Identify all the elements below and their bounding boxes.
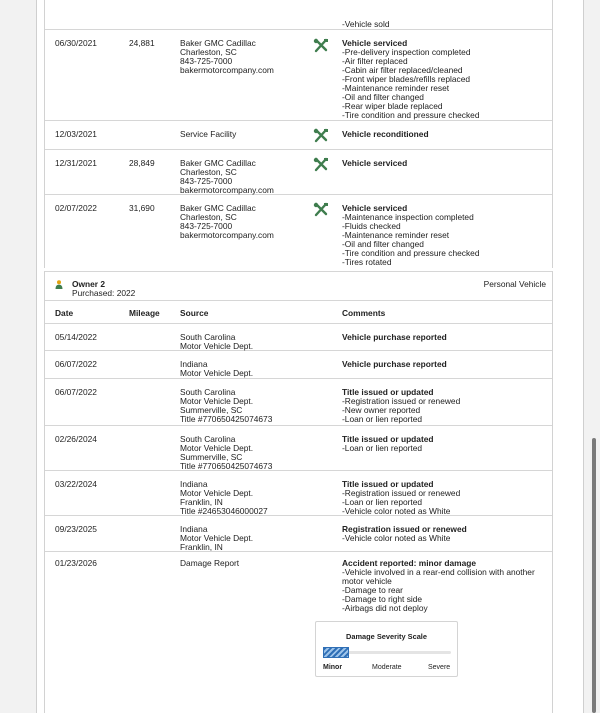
comment-title: Vehicle serviced (342, 158, 408, 168)
source-line: South Carolina (180, 332, 236, 342)
record-source: Service Facility (180, 129, 237, 139)
comment-line: -Air filter replaced (342, 56, 408, 66)
comment-line: -Maintenance reminder reset (342, 230, 450, 240)
wrench-screwdriver-icon (313, 128, 329, 144)
table-row (45, 516, 552, 552)
comment-line: -Vehicle sold (342, 19, 390, 29)
comment-line: -Airbags did not deploy (342, 603, 428, 613)
source-line: Indiana (180, 524, 208, 534)
source-line: bakermotorcompany.com (180, 230, 274, 240)
damage-severity-scale (315, 621, 458, 677)
comment-title: Vehicle purchase reported (342, 332, 447, 342)
record-source (180, 333, 253, 351)
comment-title: Title issued or updated (342, 387, 434, 397)
comment-line: -Vehicle color noted as White (342, 506, 451, 516)
comment-line: -Oil and filter changed (342, 239, 424, 249)
table-row (45, 30, 552, 121)
source-line: Motor Vehicle Dept. (180, 488, 254, 498)
source-line: 843-725-7000 (180, 176, 233, 186)
record-date: 06/07/2022 (55, 359, 97, 369)
column-header-comments: Comments (342, 308, 386, 318)
comment-line: -Rear wiper blade replaced (342, 101, 443, 111)
source-line: Indiana (180, 479, 208, 489)
table-row (45, 351, 552, 379)
source-line: Franklin, IN (180, 542, 223, 552)
source-line: South Carolina (180, 434, 236, 444)
source-line: Motor Vehicle Dept. (180, 396, 254, 406)
table-row (45, 471, 552, 516)
record-comments (342, 435, 552, 453)
severity-label-severe: Severe (428, 664, 451, 671)
comment-title: Registration issued or renewed (342, 524, 467, 534)
comment-line: -Tires rotated (342, 257, 392, 267)
comment-line: -Front wiper blades/refills replaced (342, 74, 471, 84)
record-date: 12/03/2021 (55, 129, 97, 139)
record-comments (342, 525, 552, 543)
severity-label-moderate: Moderate (372, 664, 402, 671)
comment-title: Accident reported: minor damage (342, 558, 477, 568)
source-line: 843-725-7000 (180, 56, 233, 66)
source-line: Motor Vehicle Dept. (180, 368, 254, 378)
wrench-screwdriver-icon (313, 38, 329, 54)
owner1-history-table (44, 0, 553, 268)
record-comments (342, 559, 552, 613)
table-row (45, 150, 552, 195)
severity-title: Damage Severity Scale (346, 632, 427, 641)
owner-name: Owner 2 (72, 279, 106, 289)
source-line: Indiana (180, 359, 208, 369)
record-mileage: 24,881 (129, 38, 155, 48)
wrench-screwdriver-icon (313, 157, 329, 173)
table-row (45, 324, 552, 351)
record-date: 06/30/2021 (55, 38, 97, 48)
record-source (180, 388, 272, 424)
record-comments (342, 39, 552, 120)
comment-line: -Loan or lien reported (342, 414, 423, 424)
comment-line: -Cabin air filter replaced/cleaned (342, 65, 463, 75)
record-date: 02/26/2024 (55, 434, 97, 444)
record-source (180, 204, 274, 240)
owner-purchased: Purchased: 2022 (72, 288, 136, 298)
source-line: Motor Vehicle Dept. (180, 533, 254, 543)
record-source (180, 525, 253, 552)
record-source: Damage Report (180, 558, 240, 568)
record-date: 01/23/2026 (55, 558, 97, 568)
record-source (180, 480, 268, 516)
comment-line: -Pre-delivery inspection completed (342, 47, 471, 57)
comment-title: Vehicle purchase reported (342, 359, 447, 369)
source-line: Summerville, SC (180, 405, 243, 415)
record-date: 05/14/2022 (55, 332, 97, 342)
comment-line: -Tire condition and pressure checked (342, 110, 480, 120)
person-icon (55, 280, 63, 289)
scrollbar[interactable] (592, 438, 596, 713)
comment-line: -Vehicle color noted as White (342, 533, 451, 543)
comment-line: -Vehicle involved in a rear-end collision with another (342, 567, 535, 577)
comment-line: -Maintenance inspection completed (342, 212, 474, 222)
source-line: Title #770650425074673 (180, 414, 273, 424)
source-line: bakermotorcompany.com (180, 65, 274, 75)
source-line: Title #770650425074673 (180, 461, 273, 471)
comment-line: -Damage to right side (342, 594, 423, 604)
comment-line: -Oil and filter changed (342, 92, 424, 102)
comment-line: -Registration issued or renewed (342, 488, 461, 498)
comment-title: Title issued or updated (342, 479, 434, 489)
record-comments (342, 204, 552, 267)
table-row (45, 195, 552, 268)
table-row (45, 426, 552, 471)
record-comments (342, 480, 552, 516)
source-line: Charleston, SC (180, 47, 237, 57)
comment-line: -Maintenance reminder reset (342, 83, 450, 93)
record-mileage: 28,849 (129, 158, 155, 168)
source-line: Baker GMC Cadillac (180, 38, 256, 48)
table-row (45, 121, 552, 150)
record-date: 12/31/2021 (55, 158, 97, 168)
record-source (180, 39, 274, 75)
comment-title: Vehicle serviced (342, 38, 408, 48)
source-line: 843-725-7000 (180, 221, 233, 231)
comment-line: -Fluids checked (342, 221, 401, 231)
source-line: Motor Vehicle Dept. (180, 443, 254, 453)
source-line: Summerville, SC (180, 452, 243, 462)
comment-title: Vehicle serviced (342, 203, 408, 213)
comment-line: -Registration issued or renewed (342, 396, 461, 406)
source-line: Motor Vehicle Dept. (180, 341, 254, 351)
column-header-source: Source (180, 308, 209, 318)
source-line: Baker GMC Cadillac (180, 203, 256, 213)
comment-line: -Loan or lien reported (342, 443, 423, 453)
source-line: Franklin, IN (180, 497, 223, 507)
source-line: South Carolina (180, 387, 236, 397)
table-header (45, 301, 552, 324)
severity-label-minor: Minor (323, 664, 343, 671)
source-line: Title #24653046000027 (180, 506, 268, 516)
comment-line: -New owner reported (342, 405, 421, 415)
column-header-date: Date (55, 308, 74, 318)
comment-title: Vehicle reconditioned (342, 129, 429, 139)
comment-title: Title issued or updated (342, 434, 434, 444)
record-date: 02/07/2022 (55, 203, 97, 213)
source-line: bakermotorcompany.com (180, 185, 274, 195)
owner2-history-table (44, 271, 553, 713)
table-row (45, 379, 552, 426)
record-comments (342, 388, 552, 424)
severity-fill (323, 647, 349, 658)
table-row (45, 552, 552, 712)
source-line: Baker GMC Cadillac (180, 158, 256, 168)
comment-line: -Loan or lien reported (342, 497, 423, 507)
comment-line: -Tire condition and pressure checked (342, 248, 480, 258)
owner-vehicle-type: Personal Vehicle (483, 279, 546, 289)
record-mileage: 31,690 (129, 203, 155, 213)
record-date: 03/22/2024 (55, 479, 97, 489)
owner-header (45, 271, 552, 301)
column-header-mileage: Mileage (129, 308, 160, 318)
source-line: Charleston, SC (180, 212, 237, 222)
record-source (180, 435, 272, 471)
comment-line: motor vehicle (342, 576, 392, 586)
table-row (45, 0, 552, 30)
record-source (180, 360, 253, 378)
source-line: Charleston, SC (180, 167, 237, 177)
record-date: 06/07/2022 (55, 387, 97, 397)
wrench-screwdriver-icon (313, 202, 329, 218)
record-source (180, 159, 274, 195)
record-date: 09/23/2025 (55, 524, 97, 534)
comment-line: -Damage to rear (342, 585, 403, 595)
